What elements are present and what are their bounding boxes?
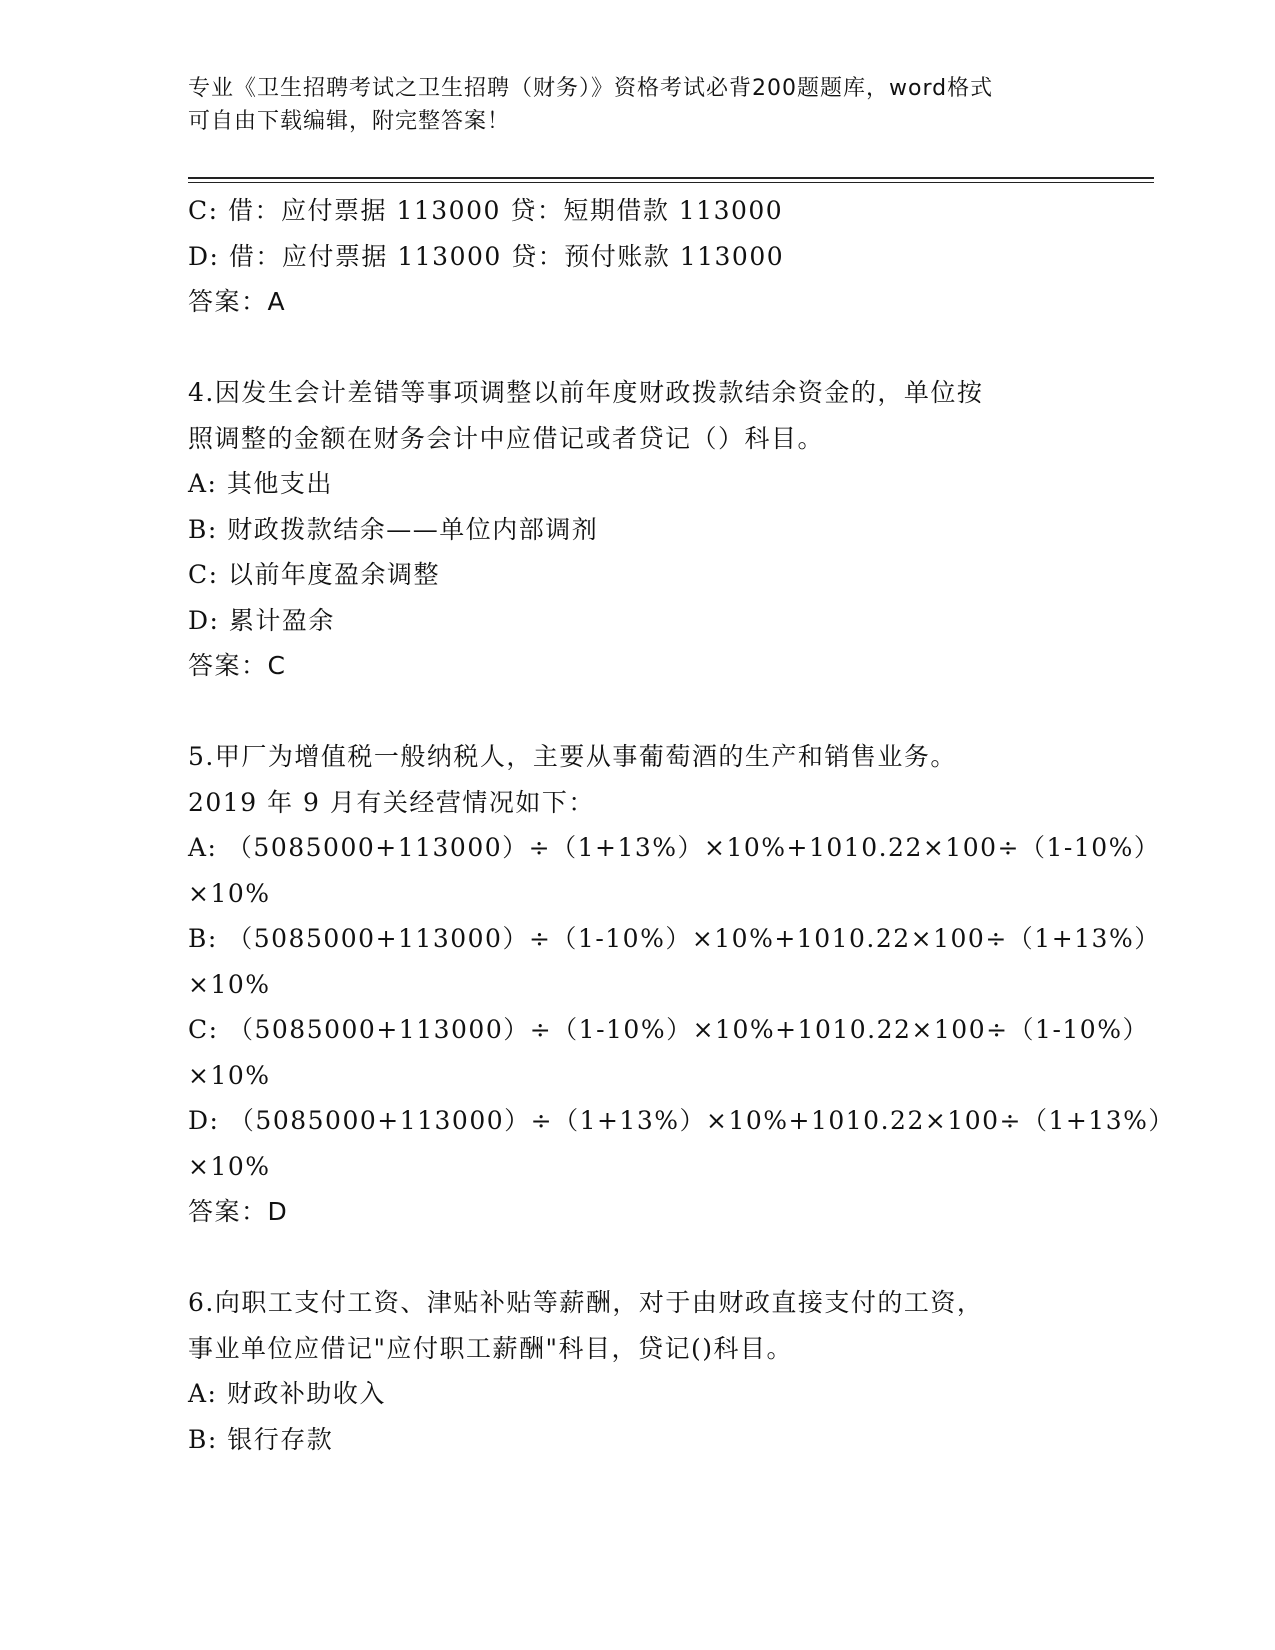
header-divider-thick: [188, 177, 1154, 179]
option-b: B: 银行存款: [188, 1424, 334, 1454]
option-a: A: 财政补助收入: [188, 1379, 386, 1408]
option-c: C: 以前年度盈余调整: [188, 560, 440, 589]
option-d: D: 累计盈余: [188, 605, 335, 635]
option-b: B: （5085000+113000）÷（1-10%）×10%+1010.22×100÷（1+13%）: [188, 924, 1161, 953]
spacer: [188, 325, 1088, 371]
option-d-continued: ×10%: [188, 1151, 271, 1181]
answer-label: 答案：A: [188, 287, 287, 316]
question-stem: 4.因发生会计差错等事项调整以前年度财政拨款结余资金的，单位按: [188, 378, 984, 407]
option-c: C: （5085000+113000）÷（1-10%）×10%+1010.22×100÷（1-10%）: [188, 1015, 1149, 1044]
spacer: [188, 689, 1088, 735]
option-b-continued: ×10%: [188, 969, 271, 999]
question-5: [188, 734, 1175, 1235]
question-stem: 6.向职工支付工资、津贴补贴等薪酬，对于由财政直接支付的工资，: [188, 1288, 984, 1317]
header-line-2: 可自由下载编辑，附完整答案！: [188, 109, 511, 134]
header-line-1: 专业《卫生招聘考试之卫生招聘（财务）》资格考试必背200题题库，word格式: [188, 76, 994, 101]
header-divider-thin: [188, 182, 1154, 183]
question-stem: 5.甲厂为增值税一般纳税人，主要从事葡萄酒的生产和销售业务。: [188, 742, 957, 771]
option-a-continued: ×10%: [188, 878, 271, 908]
question-stem: 事业单位应借记"应付职工薪酬"科目，贷记()科目。: [188, 1333, 794, 1363]
option-b: B: 财政拨款结余——单位内部调剂: [188, 514, 599, 544]
option-c: C: 借：应付票据 113000 贷：短期借款 113000: [188, 196, 784, 225]
option-d: D: （5085000+113000）÷（1+13%）×10%+1010.22×100÷（1+13%）: [188, 1106, 1175, 1135]
option-d: D: 借：应付票据 113000 贷：预付账款 113000: [188, 241, 785, 271]
option-c-continued: ×10%: [188, 1060, 271, 1090]
question-stem: 照调整的金额在财务会计中应借记或者贷记（）科目。: [188, 423, 825, 453]
answer-label: 答案：D: [188, 1197, 289, 1226]
spacer: [188, 1235, 1088, 1281]
option-a: A: （5085000+113000）÷（1+13%）×10%+1010.22×100÷（1-10%）: [188, 833, 1161, 862]
question-6: [188, 1280, 1088, 1462]
question-list: [188, 188, 1175, 1462]
question-4: [188, 370, 1088, 689]
answer-label: 答案：C: [188, 651, 287, 680]
option-a: A: 其他支出: [188, 469, 333, 498]
question-3-continued: [188, 188, 1088, 325]
question-stem: 2019 年 9 月有关经营情况如下：: [188, 787, 595, 817]
document-header: [188, 72, 1088, 138]
